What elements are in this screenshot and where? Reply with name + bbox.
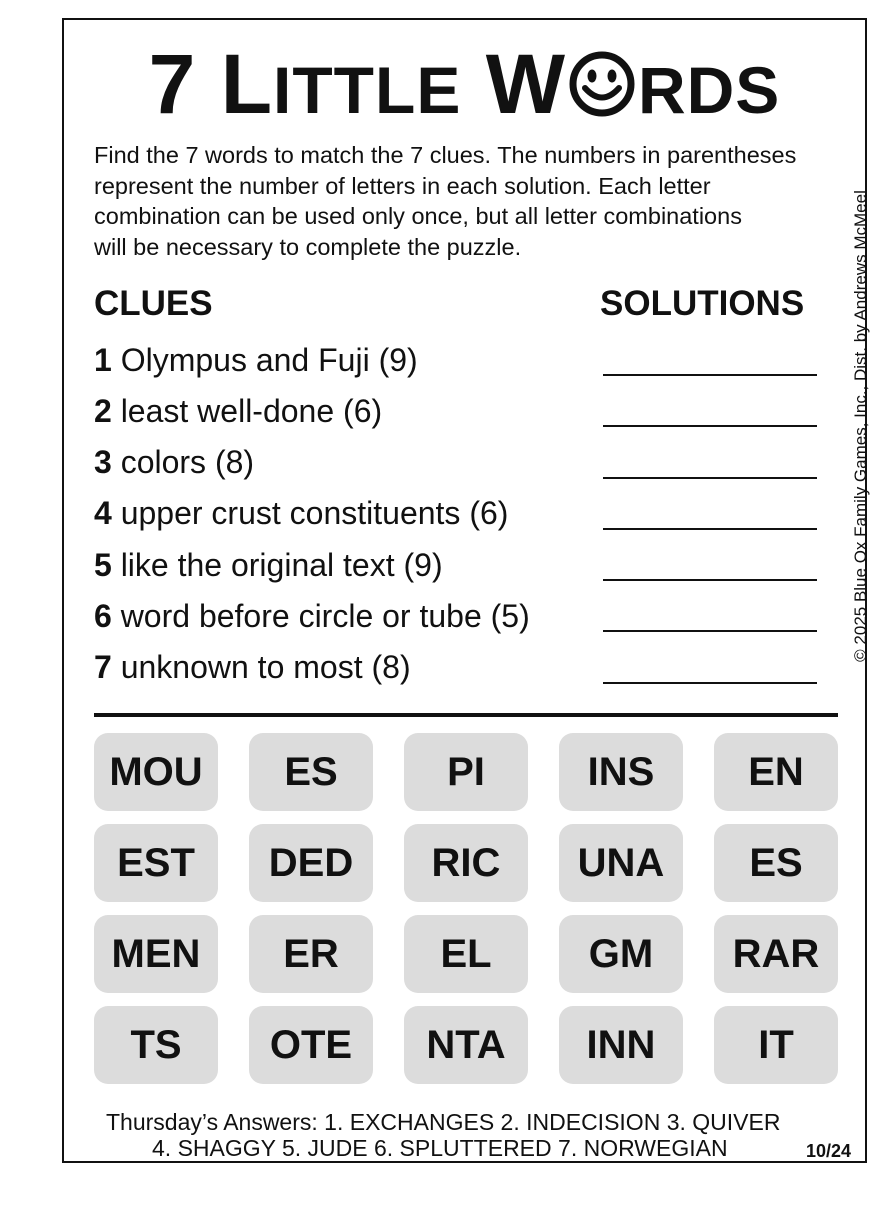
letter-tile[interactable]: UNA xyxy=(559,824,683,902)
title-number: 7 xyxy=(148,37,197,131)
clue-text: word before circle or tube (5) xyxy=(120,598,530,634)
clue-number: 3 xyxy=(94,444,112,480)
clue-2 xyxy=(94,391,382,431)
clue-6 xyxy=(94,596,530,636)
solution-blank-3[interactable] xyxy=(603,477,817,479)
smiley-face-icon xyxy=(567,49,637,119)
clue-text: upper crust constituents (6) xyxy=(120,495,509,531)
clue-number: 2 xyxy=(94,393,112,429)
solution-blank-1[interactable] xyxy=(603,374,817,376)
letter-tile[interactable]: TS xyxy=(94,1006,218,1084)
letter-tile[interactable]: MEN xyxy=(94,915,218,993)
instructions-line: represent the number of letters in each solution. Each letter xyxy=(94,172,711,199)
clue-number: 6 xyxy=(94,598,112,634)
previous-answers-line: Thursday’s Answers: 1. EXCHANGES 2. INDECISION 3. QUIVER xyxy=(106,1109,781,1135)
clue-5 xyxy=(94,545,443,585)
solutions-header: SOLUTIONS xyxy=(600,284,805,323)
instructions xyxy=(94,140,844,262)
solution-blank-2[interactable] xyxy=(603,425,817,427)
letter-tile[interactable]: ES xyxy=(249,733,373,811)
clue-4 xyxy=(94,493,508,533)
instructions-line: combination can be used only once, but all letter combinations xyxy=(94,203,742,229)
letter-tile[interactable]: IT xyxy=(714,1006,838,1084)
clue-7 xyxy=(94,647,411,687)
clue-number: 1 xyxy=(94,342,112,378)
solution-blank-5[interactable] xyxy=(603,579,817,581)
clue-3 xyxy=(94,442,254,482)
clue-text: unknown to most (8) xyxy=(120,649,411,685)
letter-tile[interactable]: NTA xyxy=(404,1006,528,1084)
clue-text: like the original text (9) xyxy=(120,547,443,583)
solution-blank-4[interactable] xyxy=(603,528,817,530)
title-word2-rest: RDS xyxy=(637,53,781,127)
letter-tile[interactable]: ES xyxy=(714,824,838,902)
puzzle-date: 10/24 xyxy=(806,1141,852,1161)
clue-number: 4 xyxy=(94,495,112,531)
instructions-line: will be necessary to complete the puzzle. xyxy=(94,233,522,260)
letter-tile[interactable]: OTE xyxy=(249,1006,373,1084)
clue-text: least well-done (6) xyxy=(120,393,383,429)
letter-tile[interactable]: EST xyxy=(94,824,218,902)
previous-answers-line: 4. SHAGGY 5. JUDE 6. SPLUTTERED 7. NORWEGIAN xyxy=(152,1135,728,1161)
letter-tile[interactable]: ER xyxy=(249,915,373,993)
clue-text: Olympus and Fuji (9) xyxy=(120,342,418,378)
title-word1-rest: ITTLE xyxy=(273,53,462,127)
clue-text: colors (8) xyxy=(120,444,255,480)
solution-blank-6[interactable] xyxy=(603,630,817,632)
copyright-notice: © 2025 Blue Ox Family Games, Inc., Dist. by Andrews McMeel xyxy=(851,190,870,662)
letter-tile[interactable]: INS xyxy=(559,733,683,811)
letter-tile[interactable]: MOU xyxy=(94,733,218,811)
solution-blank-7[interactable] xyxy=(603,682,817,684)
clue-number: 5 xyxy=(94,547,112,583)
puzzle-title xyxy=(62,36,867,138)
letter-tile[interactable]: INN xyxy=(559,1006,683,1084)
letter-tile[interactable]: RAR xyxy=(714,915,838,993)
title-word2-first: W xyxy=(485,37,566,131)
section-divider xyxy=(94,713,838,717)
letter-tile[interactable]: RIC xyxy=(404,824,528,902)
clues-header: CLUES xyxy=(94,284,213,323)
clue-number: 7 xyxy=(94,649,112,685)
letter-tile[interactable]: EL xyxy=(404,915,528,993)
letter-tile[interactable]: PI xyxy=(404,733,528,811)
letter-tile[interactable]: EN xyxy=(714,733,838,811)
title-word1-first: L xyxy=(220,37,274,131)
letter-tile[interactable]: DED xyxy=(249,824,373,902)
clue-1 xyxy=(94,340,418,380)
letter-tile[interactable]: GM xyxy=(559,915,683,993)
instructions-line: Find the 7 words to match the 7 clues. The numbers in parentheses xyxy=(94,142,797,168)
